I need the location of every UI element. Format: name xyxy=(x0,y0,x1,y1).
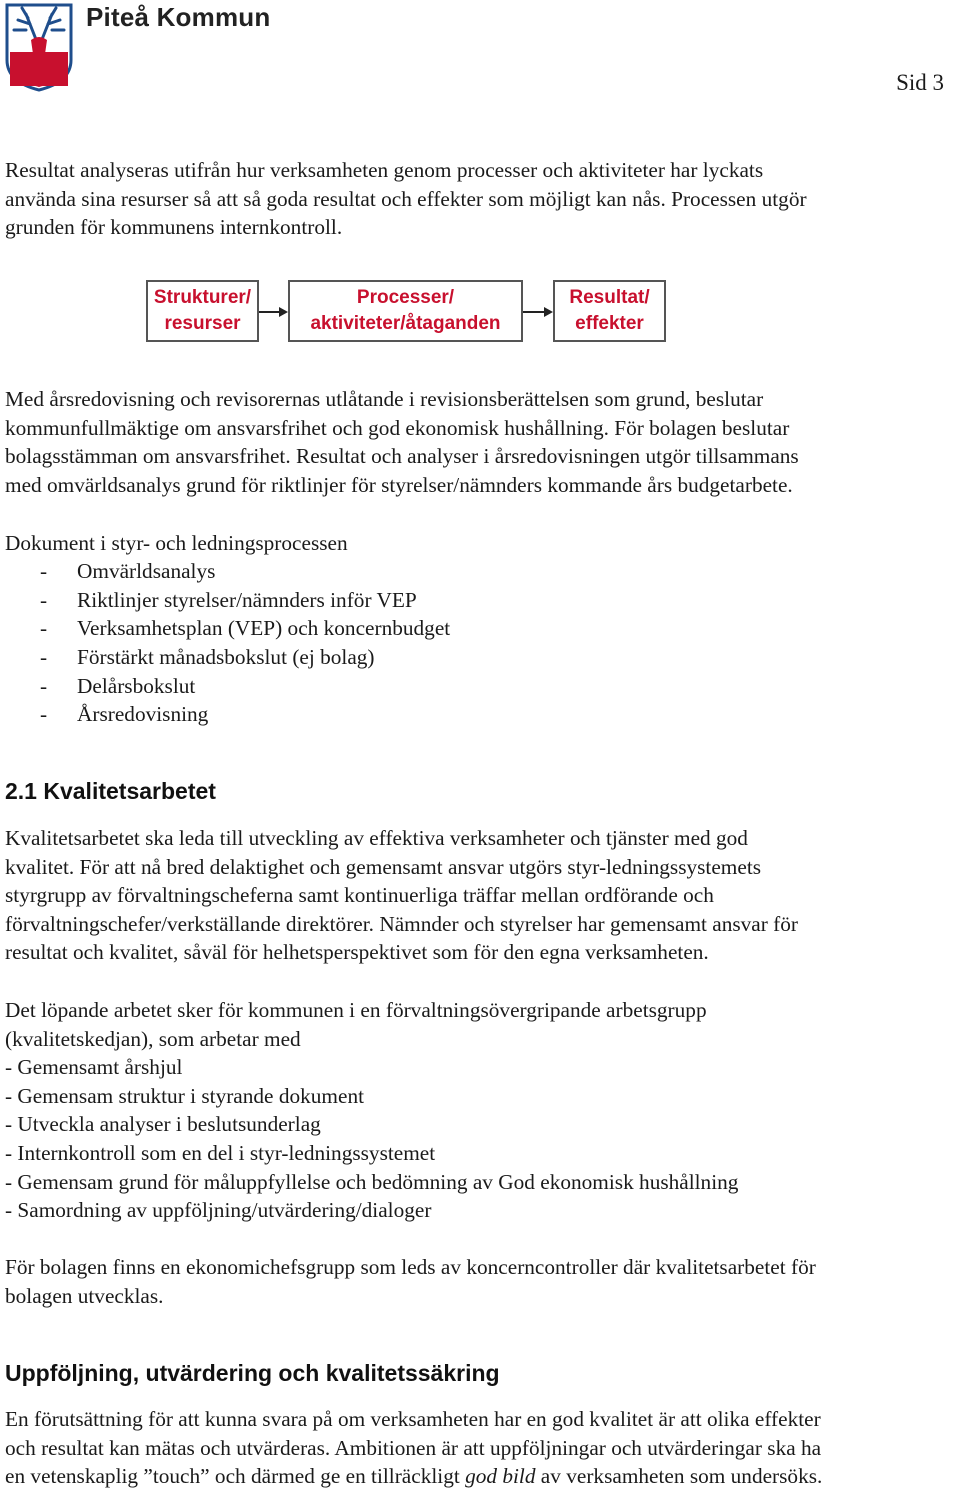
page-number: Sid 3 xyxy=(896,70,944,95)
text-line: För bolagen finns en ekonomichefsgrupp som leds av koncerncontroller där kvalitetsarbetet för xyxy=(5,1255,816,1279)
text-line: grunden för kommunens internkontroll. xyxy=(5,215,343,240)
text-line: bolagen utvecklas. xyxy=(5,1283,164,1308)
section-heading-quality: 2.1 Kvalitetsarbetet xyxy=(5,778,216,804)
text-line: (kvalitetskedjan), som arbetar med xyxy=(5,1026,301,1051)
organization-name: Piteå Kommun xyxy=(86,2,271,32)
text-line: - Samordning av uppföljning/utvärdering/dialoger xyxy=(5,1198,432,1223)
diagram-box-processes xyxy=(288,280,523,342)
list-item: - Riktlinjer styrelser/nämnders inför VEP xyxy=(40,587,417,612)
text-line: - Gemensam grund för måluppfyllelse och bedömning av God ekonomisk hushållning xyxy=(5,1169,739,1194)
flow-arrow-icon xyxy=(523,304,554,320)
text-line: Resultat analyseras utifrån hur verksamheten genom processer och aktiviteter har lyckats xyxy=(5,158,764,182)
accountability-paragraph xyxy=(5,385,960,499)
diagram-box-label: effekter xyxy=(575,313,644,334)
text-line: Med årsredovisning och revisorernas utlåtande i revisionsberättelsen som grund, beslutar xyxy=(5,387,764,411)
flow-arrow-icon xyxy=(259,304,289,320)
text-line: och resultat kan mätas och utvärderas. Ambitionen är att uppföljningar och utvärderingar ska ha xyxy=(5,1435,822,1460)
text-line: - Internkontroll som en del i styr-ledningssystemet xyxy=(5,1140,436,1165)
quality-paragraph-3 xyxy=(5,1253,960,1310)
list-item: - Delårsbokslut xyxy=(40,673,196,698)
list-item: - Årsredovisning xyxy=(40,702,209,727)
text-line: Kvalitetsarbetet ska leda till utveckling av effektiva verksamheter och tjänster med god xyxy=(5,826,748,850)
text-line: kommunfullmäktige om ansvarsfrihet och god ekonomisk hushållning. För bolagen beslutar xyxy=(5,415,790,440)
diagram-box-label: resurser xyxy=(164,313,241,334)
text-segment: en vetenskaplig ”touch” och därmed ge en tillräckligt xyxy=(5,1464,466,1489)
text-line: resultat och kvalitet, såväl för helhetsperspektivet som för den egna verksamheten. xyxy=(5,940,709,965)
intro-paragraph xyxy=(5,156,960,242)
diagram-box-label: Processer/ xyxy=(356,287,455,308)
text-line xyxy=(5,1462,960,1491)
diagram-box-structures xyxy=(146,280,259,342)
quality-paragraph-1 xyxy=(5,824,960,967)
documents-list xyxy=(5,557,905,729)
followup-paragraph xyxy=(5,1405,960,1491)
text-line: styrgrupp av förvaltningscheferna samt kontinuerliga träffar mellan ordförande och xyxy=(5,883,714,908)
text-line: förvaltningschefer/verkställande direktörer. Nämnder och styrelser har gemensamt ansvar för xyxy=(5,911,798,936)
text-line: med omvärldsanalys grund för riktlinjer för styrelser/nämnders kommande års budgetarbete. xyxy=(5,472,793,497)
diagram-box-label: Resultat/ xyxy=(569,287,650,308)
text-line: kvalitet. För att nå bred delaktighet och gemensamt ansvar utgörs styr-ledningssystemets xyxy=(5,854,762,879)
list-item: - Förstärkt månadsbokslut (ej bolag) xyxy=(40,645,375,670)
text-line: Det löpande arbetet sker för kommunen i en förvaltningsövergripande arbetsgrupp xyxy=(5,998,707,1022)
text-line: - Gemensamt årshjul xyxy=(5,1055,183,1080)
text-line: En förutsättning för att kunna svara på om verksamheten har en god kvalitet är att olika effekter xyxy=(5,1407,821,1431)
text-line: - Gemensam struktur i styrande dokument xyxy=(5,1083,365,1108)
documents-title: Dokument i styr- och ledningsprocessen xyxy=(5,531,348,555)
reindeer-crest-icon xyxy=(4,2,74,92)
municipality-logo xyxy=(4,2,74,92)
text-line: - Utveckla analyser i beslutsunderlag xyxy=(5,1112,321,1137)
quality-paragraph-2 xyxy=(5,996,960,1225)
diagram-box-label: Strukturer/ xyxy=(153,287,252,308)
diagram-box-results xyxy=(553,280,666,342)
text-line: bolagsstämman om ansvarsfrihet. Resultat och analyser i årsredovisningen utgör tillsammans xyxy=(5,444,799,469)
emphasis-text: god bild xyxy=(465,1464,536,1489)
text-segment: av verksamheten som undersöks. xyxy=(535,1464,823,1489)
list-item: - Verksamhetsplan (VEP) och koncernbudget xyxy=(40,616,451,641)
diagram-box-label: aktiviteter/åtaganden xyxy=(310,313,501,334)
text-line: använda sina resurser så att så goda resultat och effekter som möjligt kan nås. Processen utgör xyxy=(5,186,807,211)
list-item: - Omvärldsanalys xyxy=(40,559,216,583)
section-heading-followup: Uppföljning, utvärdering och kvalitetssäkring xyxy=(5,1360,500,1386)
